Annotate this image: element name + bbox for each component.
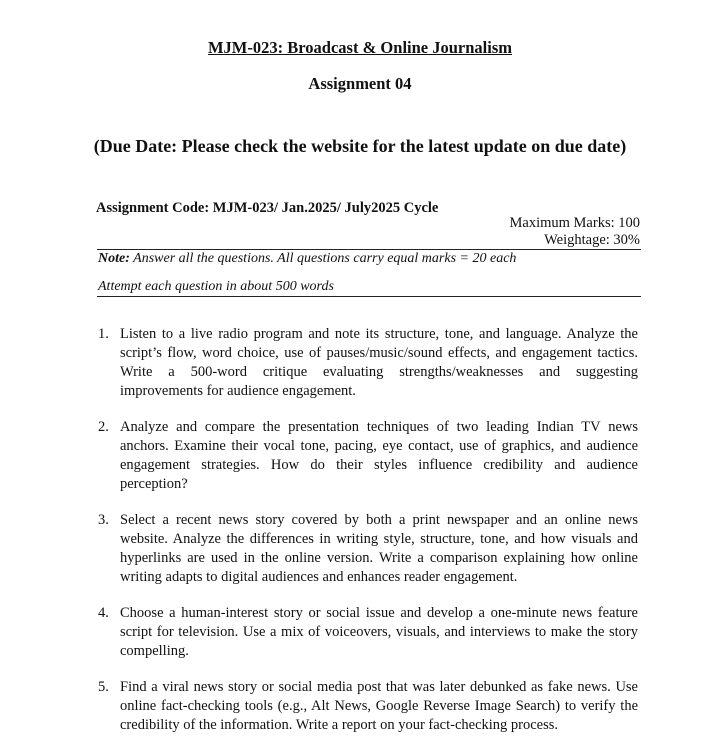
assignment-title: Assignment 04 <box>308 74 412 93</box>
question-item <box>98 325 638 401</box>
question-item <box>98 511 638 587</box>
course-title: MJM-023: Broadcast & Online Journalism <box>207 38 513 57</box>
divider-bottom <box>97 296 641 297</box>
question-list <box>98 325 638 752</box>
question-number: 3. <box>98 512 109 528</box>
question-text: Choose a human-interest story or social issue and develop a one-minute news feature script for television. Use a mix of voiceovers, visuals, and interviews to make the story compelling. <box>120 605 638 659</box>
question-text: Listen to a live radio program and note its structure, tone, and language. Analyze the script’s flow, word choice, use of pauses/music/sound effects, and engagement tactics. Write a 500-word critique evaluating strengths/weaknesses and suggesting improvements for audience engagement. <box>120 326 638 399</box>
note-label: Note: <box>98 251 130 266</box>
question-item <box>98 418 638 494</box>
question-item <box>98 604 638 661</box>
question-text: Analyze and compare the presentation techniques of two leading Indian TV news anchors. Examine their vocal tone, pacing, eye contact, use of graphics, and audience engagement strategies. How do their styles influence credibility and audience perception? <box>120 419 638 492</box>
assignment-code: Assignment Code: MJM-023/ Jan.2025/ July2025 Cycle <box>96 200 439 216</box>
question-text: Find a viral news story or social media post that was later debunked as fake news. Use online fact-checking tools (e.g., Alt News, Google Reverse Image Search) to verify the credibility of the information. Write a report on your fact-checking process. <box>120 679 638 733</box>
note-line <box>98 251 516 267</box>
question-text: Select a recent news story covered by both a print newspaper and an online news website. Analyze the differences in writing style, structure, tone, and how visuals and hyperlinks are used in the online version. Write a comparison explaining how online writing adapts to digital audiences and enhances reader engagement. <box>120 512 638 585</box>
due-date-notice: (Due Date: Please check the website for the latest update on due date) <box>93 136 627 156</box>
question-number: 5. <box>98 679 109 695</box>
question-item <box>98 678 638 735</box>
question-number: 4. <box>98 605 109 621</box>
question-number: 1. <box>98 326 109 342</box>
divider-top <box>97 249 641 250</box>
weightage: Weightage: 30% <box>544 232 640 248</box>
maximum-marks: Maximum Marks: 100 <box>509 215 640 231</box>
attempt-instruction: Attempt each question in about 500 words <box>98 279 334 294</box>
question-number: 2. <box>98 419 109 435</box>
note-text: Answer all the questions. All questions carry equal marks = 20 each <box>129 251 517 266</box>
marks-block <box>510 215 641 249</box>
